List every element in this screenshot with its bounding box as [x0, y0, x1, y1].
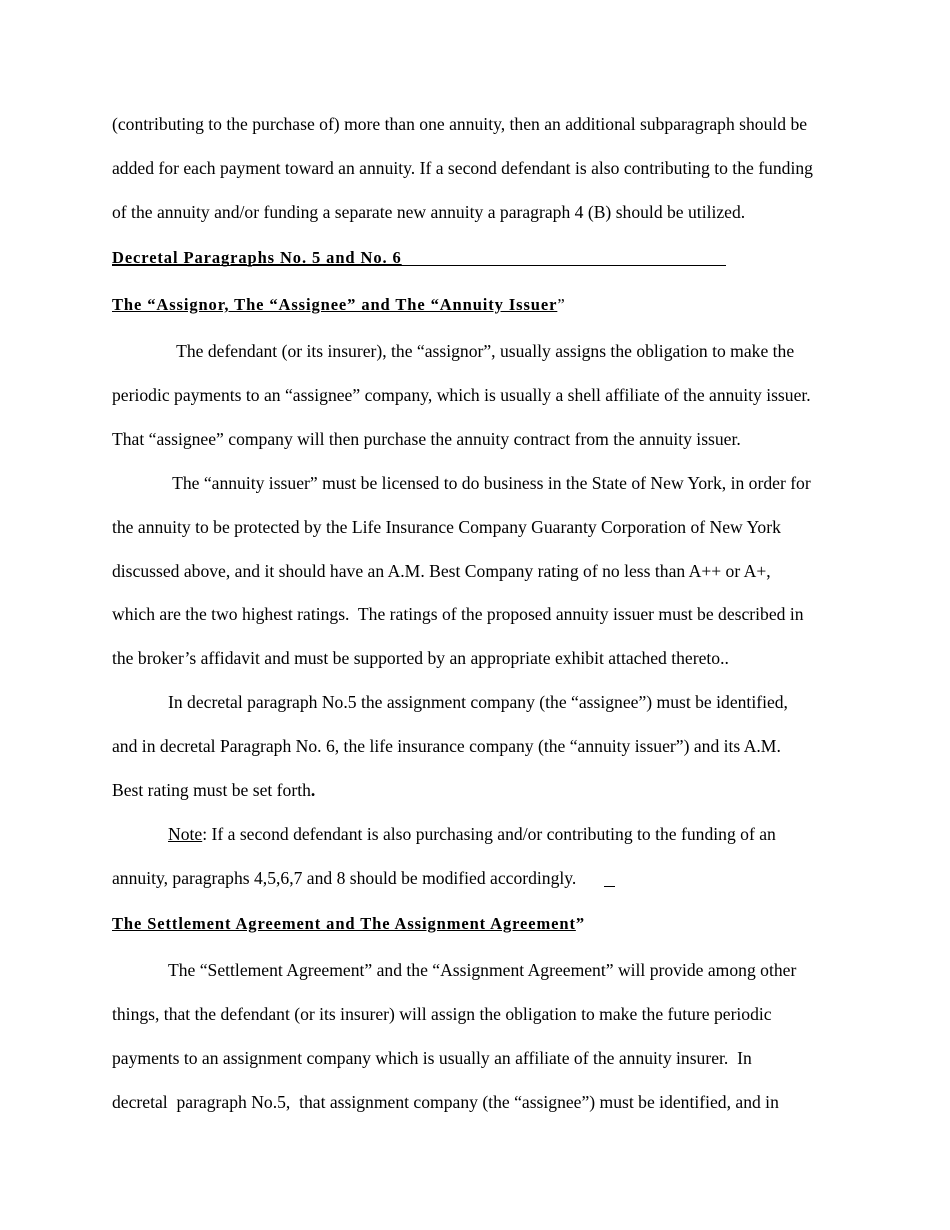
- issuer-para-line-1: The “annuity issuer” must be licensed to do business in the State of New York, in order for: [168, 473, 811, 493]
- issuer-para-line-4: which are the two highest ratings. The ratings of the proposed annuity issuer must be described in: [112, 604, 804, 624]
- assignor-para-line-1: The defendant (or its insurer), the “assignor”, usually assigns the obligation to make the: [172, 341, 795, 361]
- issuer-para-line-5: the broker’s affidavit and must be supported by an appropriate exhibit attached thereto..: [112, 648, 729, 668]
- heading-3-text: The Settlement Agreement and The Assignment Agreement: [112, 914, 576, 933]
- settlement-para-line-1: The “Settlement Agreement” and the “Assignment Agreement” will provide among other: [168, 960, 797, 980]
- note-para-line-1: [168, 823, 776, 845]
- settlement-para-line-3: payments to an assignment company which is usually an affiliate of the annuity insurer. In: [112, 1048, 752, 1068]
- note-para-line-2: annuity, paragraphs 4,5,6,7 and 8 should be modified accordingly.: [112, 868, 577, 888]
- heading-3-quote: ”: [575, 914, 585, 933]
- heading-underline-rule: [112, 265, 726, 266]
- decretal-para-line-3: [112, 779, 315, 801]
- heading-assignor-assignee-issuer: [112, 294, 566, 316]
- settlement-para-line-4: decretal paragraph No.5, that assignment company (the “assignee”) must be identified, and in: [112, 1092, 779, 1112]
- heading-2-quote: ”: [557, 295, 566, 314]
- issuer-para-line-3: discussed above, and it should have an A.M. Best Company rating of no less than A++ or A+,: [112, 561, 771, 581]
- decretal-para-period: .: [310, 780, 316, 800]
- heading-2-text: The “Assignor, The “Assignee” and The “Annuity Issuer: [112, 295, 558, 314]
- assignor-para-line-3: That “assignee” company will then purchase the annuity contract from the annuity issuer.: [112, 429, 741, 449]
- note-trailing-underline: [604, 886, 615, 887]
- settlement-para-line-2: things, that the defendant (or its insurer) will assign the obligation to make the future periodic: [112, 1004, 772, 1024]
- decretal-para-line-3-text: Best rating must be set forth: [112, 780, 311, 800]
- heading-settlement-assignment: [112, 913, 585, 935]
- issuer-para-line-2: the annuity to be protected by the Life Insurance Company Guaranty Corporation of New York: [112, 517, 781, 537]
- intro-line-1: (contributing to the purchase of) more than one annuity, then an additional subparagraph should be: [112, 114, 808, 134]
- heading-decretal-paragraphs: Decretal Paragraphs No. 5 and No. 6: [112, 248, 402, 267]
- note-label: Note: [168, 824, 203, 844]
- decretal-para-line-1: In decretal paragraph No.5 the assignment company (the “assignee”) must be identified,: [168, 692, 788, 712]
- intro-line-3: of the annuity and/or funding a separate new annuity a paragraph 4 (B) should be utilized.: [112, 202, 746, 222]
- assignor-para-line-2: periodic payments to an “assignee” company, which is usually a shell affiliate of the annuity issuer.: [112, 385, 811, 405]
- intro-line-2: added for each payment toward an annuity. If a second defendant is also contributing to the funding: [112, 158, 813, 178]
- note-line-1-rest: : If a second defendant is also purchasing and/or contributing to the funding of an: [202, 824, 776, 844]
- decretal-para-line-2: and in decretal Paragraph No. 6, the life insurance company (the “annuity issuer”) and its A.M.: [112, 736, 781, 756]
